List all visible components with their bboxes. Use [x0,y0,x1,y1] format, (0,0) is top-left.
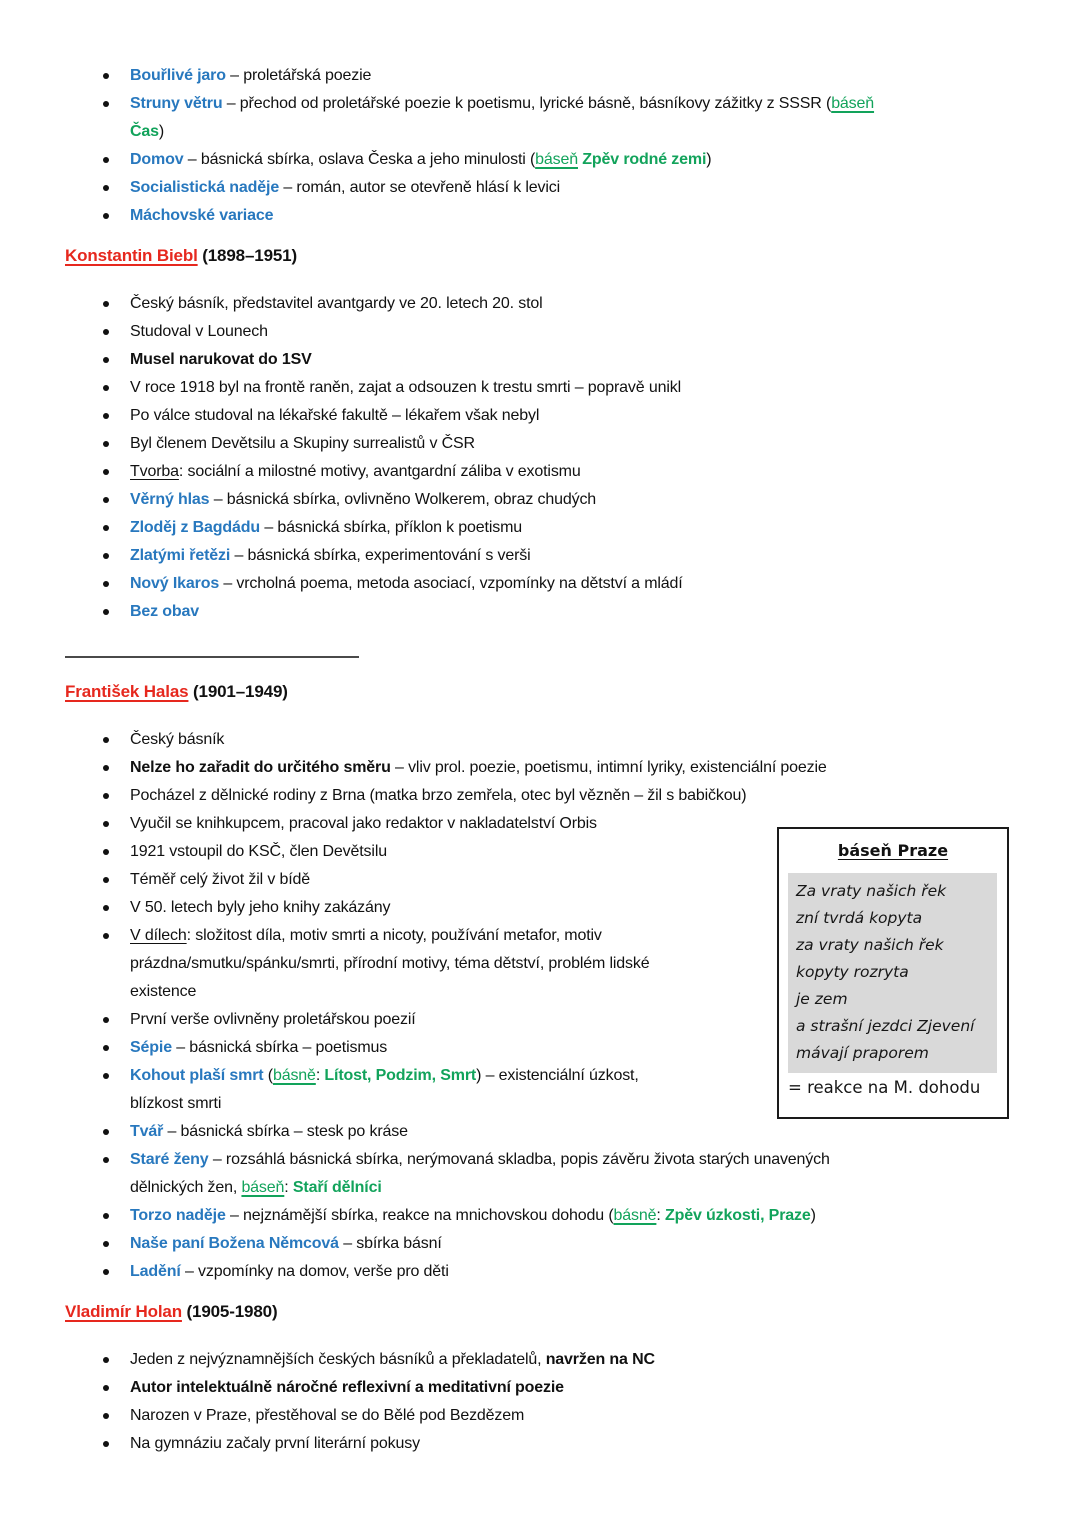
poem-link[interactable]: báseň [535,151,578,168]
text-segment: blízkost smrti [130,1095,222,1112]
text-segment: – rozsáhlá básnická sbírka, nerýmovaná skladba, popis závěru života starých unavených [208,1151,830,1168]
list-item [65,346,1040,374]
text-segment: Narozen v Praze, přestěhoval se do Bělé pod Bezdězem [130,1407,525,1424]
list-item [65,374,1040,402]
poem-line: Za vraty našich řek [796,882,947,900]
text-segment: ) [810,1207,816,1224]
bullet-list [65,62,1040,230]
list-item [65,542,1040,570]
list-item [65,754,1040,782]
text-segment: Staří dělníci [292,1179,382,1196]
author-dates: (1905-1980) [181,1302,278,1321]
text-segment: V dílech [130,927,187,944]
text-segment: – přechod od proletářské poezie k poetismu, lyrické básně, básníkovy zážitky z SSSR ( [222,95,832,112]
text-segment: : [284,1179,293,1196]
author-name: Vladimír Holan [65,1302,182,1321]
text-segment: ) [158,123,165,140]
section-heading [65,242,1040,270]
list-item [65,598,1040,626]
list-item [65,726,1040,754]
text-segment: – sbírka básní [338,1235,442,1252]
text-segment: Vyučil se knihkupcem, pracoval jako redaktor v nakladatelství Orbis [130,815,597,832]
text-segment: Domov [130,151,184,168]
text-segment: Tvář [130,1123,164,1140]
list-item [65,1258,1040,1286]
section-divider [65,656,359,658]
text-segment: – vzpomínky na domov, verše pro děti [180,1263,449,1280]
list-item [65,1118,1040,1146]
text-segment: – proletářská poezie [225,67,372,84]
text-segment: – básnická sbírka – poetismus [171,1039,388,1056]
text-segment: Ladění [130,1263,181,1280]
text-segment: Český básník [130,731,225,748]
text-segment: Torzo naděje [130,1207,226,1224]
text-segment: Máchovské variace [130,207,274,224]
list-item [65,62,1040,90]
list-item [65,1230,1040,1258]
text-segment: Tvorba [130,463,179,480]
list-item [65,90,1040,146]
list-item [65,1346,1040,1374]
list-item [65,318,1040,346]
text-segment: Studoval v Lounech [130,323,268,340]
list-item [65,146,1040,174]
poem-line: a strašní jezdci Zjevení [796,1017,975,1035]
text-segment: Autor intelektuálně náročné reflexivní a meditativní poezie [130,1379,564,1396]
text-segment: – nejznámější sbírka, reakce na mnichovskou dohodu ( [225,1207,614,1224]
poem-text [788,873,997,1073]
poem-line: za vraty našich řek [796,936,944,954]
text-segment: prázdna/smutku/spánku/smrti, přírodní motivy, téma dětství, problém lidské [130,955,650,972]
text-segment: – vrcholná poema, metoda asociací, vzpomínky na dětství a mládí [219,575,683,592]
text-segment: Čas [130,123,159,140]
list-item [65,514,1040,542]
list-item [65,430,1040,458]
list-item [65,1146,1040,1202]
text-segment: Zloděj z Bagdádu [130,519,261,536]
text-segment: dělnických žen, [130,1179,242,1196]
text-segment: Struny větru [130,95,223,112]
text-segment: existence [130,983,197,1000]
text-segment: ( [263,1067,273,1084]
poem-link[interactable]: báseň [831,95,875,112]
text-segment: Socialistická naděje [130,179,280,196]
poem-line: zní tvrdá kopyta [796,909,923,927]
text-segment: – básnická sbírka, oslava Česka a jeho minulosti ( [183,151,536,168]
text-segment: V 50. letech byly jeho knihy zakázány [130,899,391,916]
text-segment: V roce 1918 byl na frontě raněn, zajat a odsouzen k trestu smrti – popravě unikl [130,379,681,396]
text-segment: Jeden z nejvýznamnějších českých básníků a překladatelů, [130,1351,546,1368]
author-dates: (1901–1949) [188,682,288,701]
text-segment: Na gymnáziu začaly první literární pokusy [130,1435,420,1452]
list-item [65,290,1040,318]
list-item [65,570,1040,598]
text-segment: Nelze ho zařadit do určitého směru [130,759,391,776]
poem-line: je zem [796,990,848,1008]
text-segment: Byl členem Devětsilu a Skupiny surrealistů v ČSR [130,435,475,452]
text-segment: Téměř celý život žil v bídě [130,871,311,888]
list-item [65,458,1040,486]
text-segment: Bouřlivé jaro [130,67,226,84]
poem-box-note: = reakce na M. dohodu [788,1078,981,1097]
list-item [65,402,1040,430]
text-segment: – básnická sbírka – stesk po kráse [163,1123,408,1140]
text-segment: Zlatými řetězi [130,547,231,564]
poem-box [777,827,1009,1119]
text-segment: navržen na NC [545,1351,655,1368]
text-segment: 1921 vstoupil do KSČ, člen Devětsilu [130,843,387,860]
list-item [65,782,1040,810]
list-item [65,486,1040,514]
text-segment: Nový Ikaros [130,575,220,592]
poem-link[interactable]: báseň [241,1179,285,1196]
text-segment: Lítost, Podzim, Smrt [324,1067,477,1084]
list-item [65,1374,1040,1402]
bullet-list [65,1346,1040,1458]
text-segment: Staré ženy [130,1151,209,1168]
text-segment: ) [706,151,712,168]
text-segment: Sépie [130,1039,172,1056]
text-segment: Po válce studoval na lékařské fakultě – lékařem však nebyl [130,407,540,424]
text-segment: – básnická sbírka, příklon k poetismu [260,519,523,536]
text-segment: – básnická sbírka, ovlivněno Wolkerem, obraz chudých [209,491,597,508]
text-segment: Pocházel z dělnické rodiny z Brna (matka brzo zemřela, otec byl vězněn – žil s babičkou) [130,787,747,804]
bullet-list [65,290,1040,626]
section-heading [65,678,1040,706]
text-segment: ) – existenciální úzkost, [476,1067,639,1084]
text-segment: Naše paní Božena Němcová [130,1235,339,1252]
author-dates: (1898–1951) [197,246,297,265]
text-segment: Kohout plaší smrt [130,1067,264,1084]
text-segment: – básnická sbírka, experimentování s verši [230,547,531,564]
text-segment: Věrný hlas [130,491,210,508]
section-heading [65,1298,1040,1326]
text-segment: Bez obav [130,603,200,620]
text-segment: : [315,1067,325,1084]
text-segment: : [656,1207,665,1224]
text-segment: – vliv prol. poezie, poetismu, intimní lyriky, existenciální poezie [390,759,827,776]
text-segment: První verše ovlivněny proletářskou poezií [130,1011,416,1028]
poem-line: mávají praporem [796,1044,929,1062]
text-segment: Zpěv rodné zemi [582,151,707,168]
poem-link[interactable]: básně [613,1207,657,1224]
author-name: Konstantin Biebl [65,246,198,265]
poem-box-title: báseň Praze [837,841,949,860]
text-segment: : sociální a milostné motivy, avantgardní záliba v exotismu [178,463,581,480]
poem-link[interactable]: básně [272,1067,316,1084]
text-segment: – román, autor se otevřeně hlásí k levici [279,179,561,196]
list-item [65,174,1040,202]
text-segment: Musel narukovat do 1SV [130,351,312,368]
list-item [65,1402,1040,1430]
list-item [65,1430,1040,1458]
list-item [65,202,1040,230]
text-segment: Český básník, představitel avantgardy ve 20. letech 20. stol [130,295,543,312]
text-segment: Zpěv úzkosti, Praze [664,1207,811,1224]
list-item [65,1202,1040,1230]
author-name: František Halas [65,682,189,701]
poem-line: kopyty rozryta [796,963,909,981]
text-segment: : složitost díla, motiv smrti a nicoty, používání metafor, motiv [186,927,602,944]
